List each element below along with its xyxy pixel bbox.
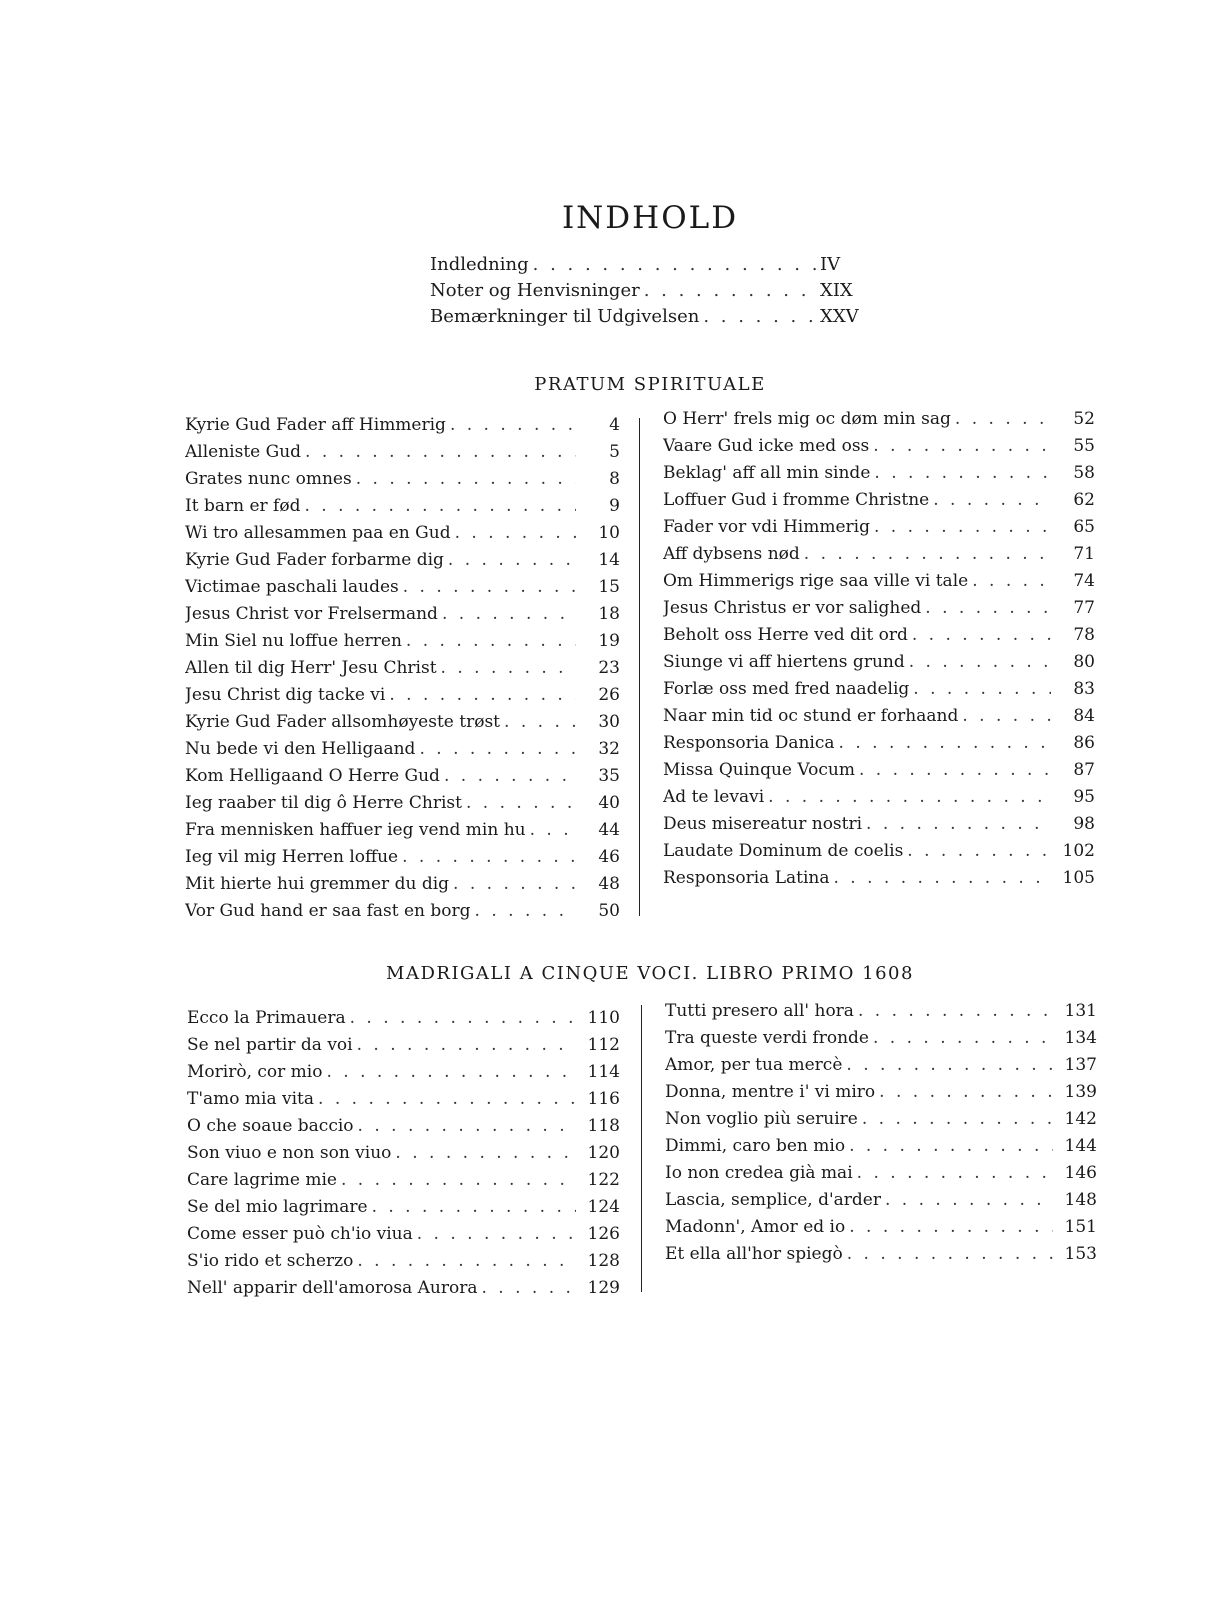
toc-entry [187,1167,620,1194]
entry-page: 137 [1064,1055,1097,1075]
entry-page: 44 [598,820,620,840]
entry-title: Wi tro allesammen paa en Gud [185,523,451,543]
toc-entry [185,493,620,520]
toc-entry [187,1194,620,1221]
entry-page: 15 [598,577,620,597]
toc-entry [185,898,620,925]
entry-page: 74 [1073,571,1095,591]
entry-page: 87 [1073,760,1095,780]
leader-dots [858,998,1053,1025]
entry-page: 55 [1073,436,1095,456]
entry-page: 35 [598,766,620,786]
entry-page: 26 [598,685,620,705]
toc-entry [185,871,620,898]
entry-title: Aff dybsens nød [663,544,800,564]
toc-entry [185,655,620,682]
column-divider [641,1005,642,1292]
entry-page: 9 [609,496,620,516]
entry-title: Forlæ oss med fred naadelig [663,679,910,699]
toc-entry [663,811,1095,838]
leader-dots [442,601,576,628]
entry-page: XIX [820,280,853,301]
leader-dots [912,622,1051,649]
toc-entry [665,1187,1097,1214]
toc-entry [185,601,620,628]
entry-title: Ieg vil mig Herren loffue [185,847,399,867]
entry-page: 65 [1073,517,1095,537]
section-madrigali-left-column [187,1005,620,1302]
entry-page: 144 [1064,1136,1097,1156]
entry-title: Care lagrime mie [187,1170,337,1190]
toc-entry [663,406,1095,433]
toc-entry [665,1214,1097,1241]
leader-dots [703,304,816,330]
leader-dots [955,406,1051,433]
toc-entry [185,547,620,574]
entry-title: Kyrie Gud Fader aff Himmerig [185,415,446,435]
leader-dots [357,1032,576,1059]
entry-title: Deus misereatur nostri [663,814,863,834]
entry-title: Tutti presero all' hora [665,1001,854,1021]
entry-page: 86 [1073,733,1095,753]
toc-entry [430,278,870,304]
leader-dots [326,1059,576,1086]
entry-page: 148 [1064,1190,1097,1210]
toc-entry [663,838,1095,865]
toc-entry [187,1248,620,1275]
leader-dots [909,649,1051,676]
leader-dots [768,784,1051,811]
leader-dots [395,1140,576,1167]
entry-page: 84 [1073,706,1095,726]
leader-dots [644,278,816,304]
entry-title: Son viuo e non son viuo [187,1143,392,1163]
leader-dots [453,871,576,898]
entry-title: Grates nunc omnes [185,469,352,489]
entry-title: Vaare Gud icke med oss [663,436,870,456]
entry-title: Victimae paschali laudes [185,577,399,597]
entry-page: 50 [598,901,620,921]
entry-page: 48 [598,874,620,894]
toc-entry [663,460,1095,487]
toc-entry [665,1160,1097,1187]
entry-page: 83 [1073,679,1095,699]
toc-entry [665,1133,1097,1160]
toc-entry [430,304,870,330]
toc-entry [665,998,1097,1025]
entry-title: Mit hierte hui gremmer du dig [185,874,450,894]
entry-page: 102 [1062,841,1095,861]
entry-title: Allen til dig Herr' Jesu Christ [185,658,437,678]
entry-title: S'io rido et scherzo [187,1251,354,1271]
toc-entry [185,736,620,763]
entry-title: Ad te levavi [663,787,765,807]
leader-dots [874,460,1051,487]
leader-dots [859,757,1051,784]
toc-entry [430,252,870,278]
entry-page: XXV [820,306,859,327]
entry-title: Laudate Dominum de coelis [663,841,904,861]
toc-entry [663,676,1095,703]
entry-title: Come esser può ch'io viua [187,1224,413,1244]
leader-dots [389,682,576,709]
entry-title: Lascia, semplice, d'arder [665,1190,881,1210]
entry-page: 5 [609,442,620,462]
toc-entry [665,1079,1097,1106]
entry-page: 105 [1062,868,1095,888]
entry-title: Noter og Henvisninger [430,280,640,301]
toc-entry [187,1059,620,1086]
entry-title: Kom Helligaand O Herre Gud [185,766,440,786]
leader-dots [857,1160,1053,1187]
leader-dots [357,1248,576,1275]
entry-title: Fra mennisken haffuer ieg vend min hu [185,820,526,840]
toc-entry [663,649,1095,676]
entry-page: 14 [598,550,620,570]
entry-title: Se nel partir da voi [187,1035,353,1055]
entry-title: Responsoria Latina [663,868,830,888]
entry-page: 18 [598,604,620,624]
leader-dots [419,736,576,763]
leader-dots [481,1275,576,1302]
toc-entry [185,763,620,790]
toc-entry [185,682,620,709]
leader-dots [862,1106,1053,1133]
entry-page: 4 [609,415,620,435]
toc-entry [185,412,620,439]
entry-page: 30 [598,712,620,732]
toc-entry [663,784,1095,811]
entry-page: 122 [587,1170,620,1190]
toc-entry [185,520,620,547]
leader-dots [372,1194,576,1221]
entry-title: Non voglio più seruire [665,1109,858,1129]
entry-page: 134 [1064,1028,1097,1048]
entry-title: Jesus Christus er vor salighed [663,598,922,618]
entry-title: T'amo mia vita [187,1089,315,1109]
leader-dots [341,1167,576,1194]
leader-dots [530,817,576,844]
leader-dots [873,433,1051,460]
section-pratum-right-column [663,406,1095,892]
entry-page: 71 [1073,544,1095,564]
entry-title: O che soaue baccio [187,1116,354,1136]
leader-dots [304,493,576,520]
leader-dots [356,466,576,493]
toc-entry [663,487,1095,514]
entry-title: Naar min tid oc stund er forhaand [663,706,959,726]
entry-title: Alleniste Gud [185,442,302,462]
toc-entry [187,1140,620,1167]
leader-dots [533,252,816,278]
entry-page: 112 [587,1035,620,1055]
toc-entry [187,1086,620,1113]
leader-dots [847,1241,1053,1268]
entry-title: Et ella all'hor spiegò [665,1244,843,1264]
entry-page: 10 [598,523,620,543]
leader-dots [305,439,576,466]
entry-title: Ecco la Primauera [187,1008,346,1028]
entry-page: 120 [587,1143,620,1163]
leader-dots [839,730,1051,757]
entry-page: 98 [1073,814,1095,834]
entry-page: 118 [587,1116,620,1136]
leader-dots [866,811,1051,838]
entry-page: 46 [598,847,620,867]
entry-page: IV [820,254,841,275]
toc-entry [185,844,620,871]
toc-entry [663,568,1095,595]
section-madrigali-right-column [665,998,1097,1268]
entry-title: It barn er fød [185,496,301,516]
entry-title: Kyrie Gud Fader forbarme dig [185,550,444,570]
leader-dots [913,676,1051,703]
leader-dots [846,1052,1053,1079]
toc-entry [185,790,620,817]
entry-title: Min Siel nu loffue herren [185,631,402,651]
entry-title: Beholt oss Herre ved dit ord [663,625,908,645]
entry-page: 128 [587,1251,620,1271]
entry-title: Ieg raaber til dig ô Herre Christ [185,793,462,813]
entry-page: 95 [1073,787,1095,807]
entry-page: 23 [598,658,620,678]
toc-entry [663,622,1095,649]
leader-dots [849,1133,1053,1160]
section-heading-madrigali: MADRIGALI A CINQUE VOCI. LIBRO PRIMO 1608 [386,963,914,984]
toc-entry [187,1275,620,1302]
section-pratum-left-column [185,412,620,925]
entry-page: 129 [587,1278,620,1298]
toc-entry [187,1032,620,1059]
entry-title: Donna, mentre i' vi miro [665,1082,876,1102]
toc-entry [663,595,1095,622]
section-heading-pratum: PRATUM SPIRITUALE [534,374,766,395]
entry-title: Fader vor vdi Himmerig [663,517,870,537]
entry-title: Morirò, cor mio [187,1062,323,1082]
toc-entry [665,1025,1097,1052]
entry-title: Tra queste verdi fronde [665,1028,869,1048]
toc-entry [185,709,620,736]
entry-page: 126 [587,1224,620,1244]
entry-page: 110 [587,1008,620,1028]
entry-title: Responsoria Danica [663,733,835,753]
toc-entry [663,757,1095,784]
entry-page: 131 [1064,1001,1097,1021]
entry-title: O Herr' frels mig oc døm min sag [663,409,951,429]
leader-dots [933,487,1051,514]
leader-dots [834,865,1052,892]
entry-page: 146 [1064,1163,1097,1183]
leader-dots [450,412,576,439]
toc-entry [665,1106,1097,1133]
leader-dots [448,547,576,574]
leader-dots [475,898,576,925]
leader-dots [962,703,1051,730]
entry-page: 19 [598,631,620,651]
entry-page: 116 [587,1089,620,1109]
entry-page: 139 [1064,1082,1097,1102]
entry-title: Om Himmerigs rige saa ville vi tale [663,571,969,591]
toc-entry [663,541,1095,568]
toc-entry [665,1052,1097,1079]
leader-dots [885,1187,1053,1214]
toc-entry [663,433,1095,460]
leader-dots [874,514,1051,541]
leader-dots [925,595,1051,622]
leader-dots [406,628,576,655]
column-divider [639,418,640,916]
entry-page: 62 [1073,490,1095,510]
toc-entry [185,439,620,466]
entry-title: Bemærkninger til Udgivelsen [430,306,700,327]
entry-title: Missa Quinque Vocum [663,760,855,780]
entry-title: Beklag' aff all min sinde [663,463,871,483]
toc-entry [185,817,620,844]
leader-dots [873,1025,1053,1052]
entry-title: Kyrie Gud Fader allsomhøyeste trøst [185,712,501,732]
entry-page: 80 [1073,652,1095,672]
toc-entry [187,1113,620,1140]
entry-title: Jesus Christ vor Frelsermand [185,604,438,624]
entry-title: Madonn', Amor ed io [665,1217,846,1237]
page-title: INDHOLD [561,200,739,236]
leader-dots [972,568,1051,595]
leader-dots [417,1221,576,1248]
leader-dots [907,838,1051,865]
entry-title: Nu bede vi den Helligaand [185,739,416,759]
entry-title: Se del mio lagrimare [187,1197,368,1217]
entry-title: Loffuer Gud i fromme Christne [663,490,930,510]
leader-dots [402,844,576,871]
toc-entry [185,466,620,493]
leader-dots [441,655,576,682]
leader-dots [879,1079,1053,1106]
toc-entry [663,514,1095,541]
entry-title: Jesu Christ dig tacke vi [185,685,386,705]
entry-page: 77 [1073,598,1095,618]
leader-dots [804,541,1051,568]
entry-page: 124 [587,1197,620,1217]
entry-title: Io non credea già mai [665,1163,853,1183]
entry-title: Nell' apparir dell'amorosa Aurora [187,1278,478,1298]
toc-entry [663,703,1095,730]
entry-title: Indledning [430,254,529,275]
entry-page: 40 [598,793,620,813]
leader-dots [318,1086,576,1113]
intro-list [430,252,870,330]
entry-page: 153 [1064,1244,1097,1264]
leader-dots [444,763,576,790]
entry-page: 114 [587,1062,620,1082]
entry-page: 58 [1073,463,1095,483]
entry-title: Siunge vi aff hiertens grund [663,652,905,672]
leader-dots [849,1214,1053,1241]
toc-entry [663,730,1095,757]
leader-dots [403,574,576,601]
entry-page: 151 [1064,1217,1097,1237]
leader-dots [358,1113,576,1140]
toc-entry [663,865,1095,892]
entry-title: Vor Gud hand er saa fast en borg [185,901,471,921]
toc-entry [665,1241,1097,1268]
entry-page: 8 [609,469,620,489]
entry-page: 78 [1073,625,1095,645]
leader-dots [350,1005,576,1032]
leader-dots [466,790,576,817]
entry-page: 32 [598,739,620,759]
leader-dots [455,520,576,547]
entry-title: Dimmi, caro ben mio [665,1136,846,1156]
entry-page: 52 [1073,409,1095,429]
toc-entry [185,574,620,601]
toc-entry [185,628,620,655]
leader-dots [504,709,576,736]
toc-entry [187,1221,620,1248]
entry-title: Amor, per tua mercè [665,1055,843,1075]
entry-page: 142 [1064,1109,1097,1129]
toc-entry [187,1005,620,1032]
